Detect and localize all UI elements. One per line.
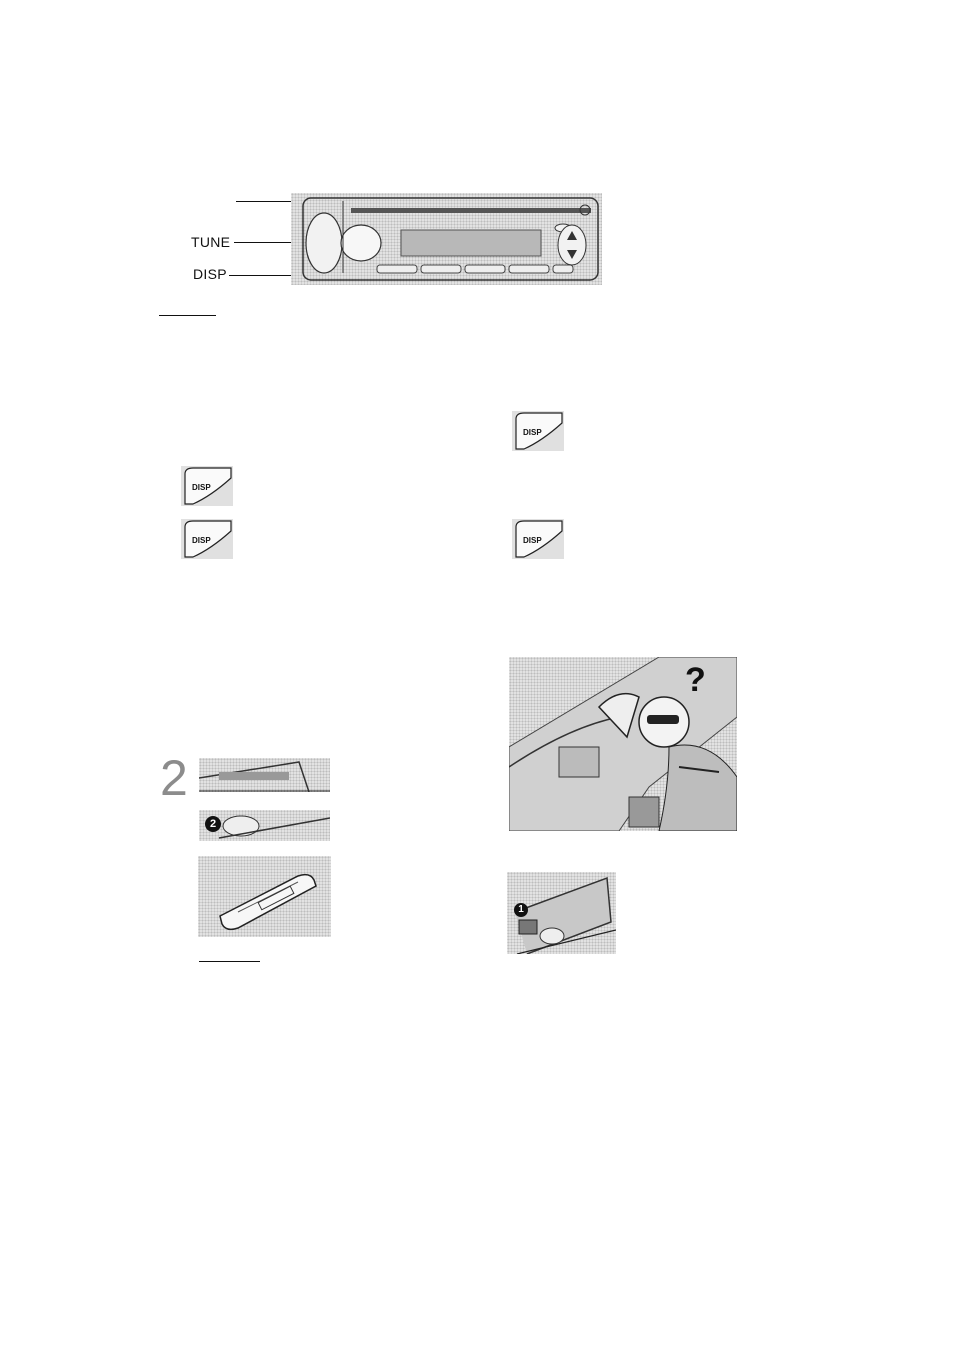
disp-button-4[interactable] (512, 519, 564, 559)
disp-button-label: DISP (192, 483, 211, 492)
tune-label: TUNE (191, 234, 231, 250)
attach-faceplate-image (507, 872, 616, 954)
case-drawing (198, 856, 331, 937)
detach-faceplate-image-a (199, 758, 330, 792)
disp-button-3[interactable] (181, 519, 233, 559)
disp-button-2[interactable] (181, 466, 233, 506)
question-mark-icon: ? (685, 661, 706, 699)
step-marker-1-label: 1 (518, 904, 524, 915)
disp-button-1[interactable] (512, 411, 564, 451)
step-number: 2 (160, 750, 188, 806)
disp-button-label: DISP (523, 428, 542, 437)
confused-driver-illustration (509, 657, 737, 831)
disp-button-label: DISP (192, 536, 211, 545)
step-marker-2-label: 2 (209, 818, 217, 830)
step-marker-1-icon (514, 903, 528, 917)
car-stereo-faceplate (291, 193, 602, 285)
disp-button-label: DISP (523, 536, 542, 545)
faceplate-case-image (198, 856, 331, 937)
detach-faceplate-image-b (199, 810, 330, 841)
step-marker-2-icon (205, 816, 221, 832)
disp-label: DISP (193, 266, 227, 282)
faceplate-drawing (291, 193, 602, 285)
section-rule-1 (159, 315, 216, 316)
faceplate-edge-drawing (199, 758, 330, 792)
section-rule-2 (199, 961, 260, 962)
